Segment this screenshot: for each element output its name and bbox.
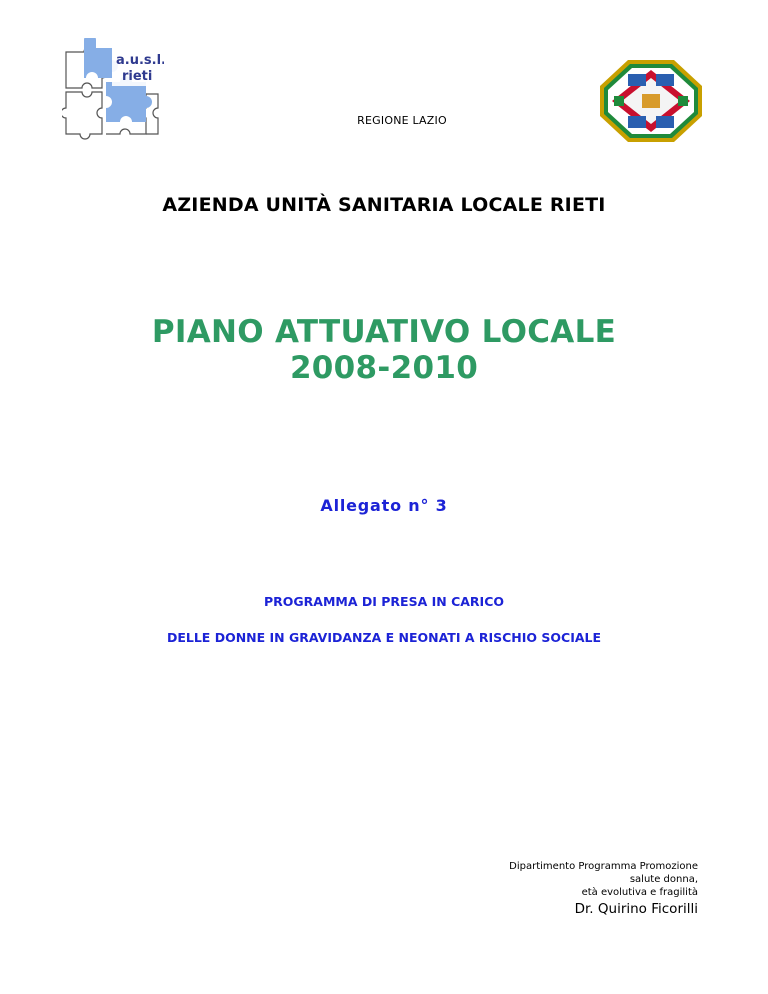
department-block xyxy=(509,860,698,918)
director-name: Dr. Quirino Ficorilli xyxy=(574,901,698,917)
logo-text-line2: rieti xyxy=(122,69,153,84)
department-line3: età evolutiva e fragilità xyxy=(581,887,698,898)
lazio-emblem-icon xyxy=(598,58,704,144)
agency-title: AZIENDA UNITÀ SANITARIA LOCALE RIETI xyxy=(162,194,606,216)
program-title-line2: DELLE DONNE IN GRAVIDANZA E NEONATI A RISCHIO SOCIALE xyxy=(166,630,602,645)
department-line2: salute donna, xyxy=(629,874,698,885)
plan-title xyxy=(0,314,768,386)
program-title-line1: PROGRAMMA DI PRESA IN CARICO xyxy=(264,594,504,609)
regione-lazio-emblem xyxy=(598,58,704,144)
department-line1: Dipartimento Programma Promozione xyxy=(509,861,698,872)
logo-text-line1: a.u.s.l. xyxy=(116,53,164,68)
attachment-label: Allegato n° 3 xyxy=(320,496,448,515)
plan-title-line1: PIANO ATTUATIVO LOCALE xyxy=(151,314,617,350)
region-label: REGIONE LAZIO xyxy=(357,114,447,127)
plan-title-years: 2008-2010 xyxy=(289,350,479,386)
